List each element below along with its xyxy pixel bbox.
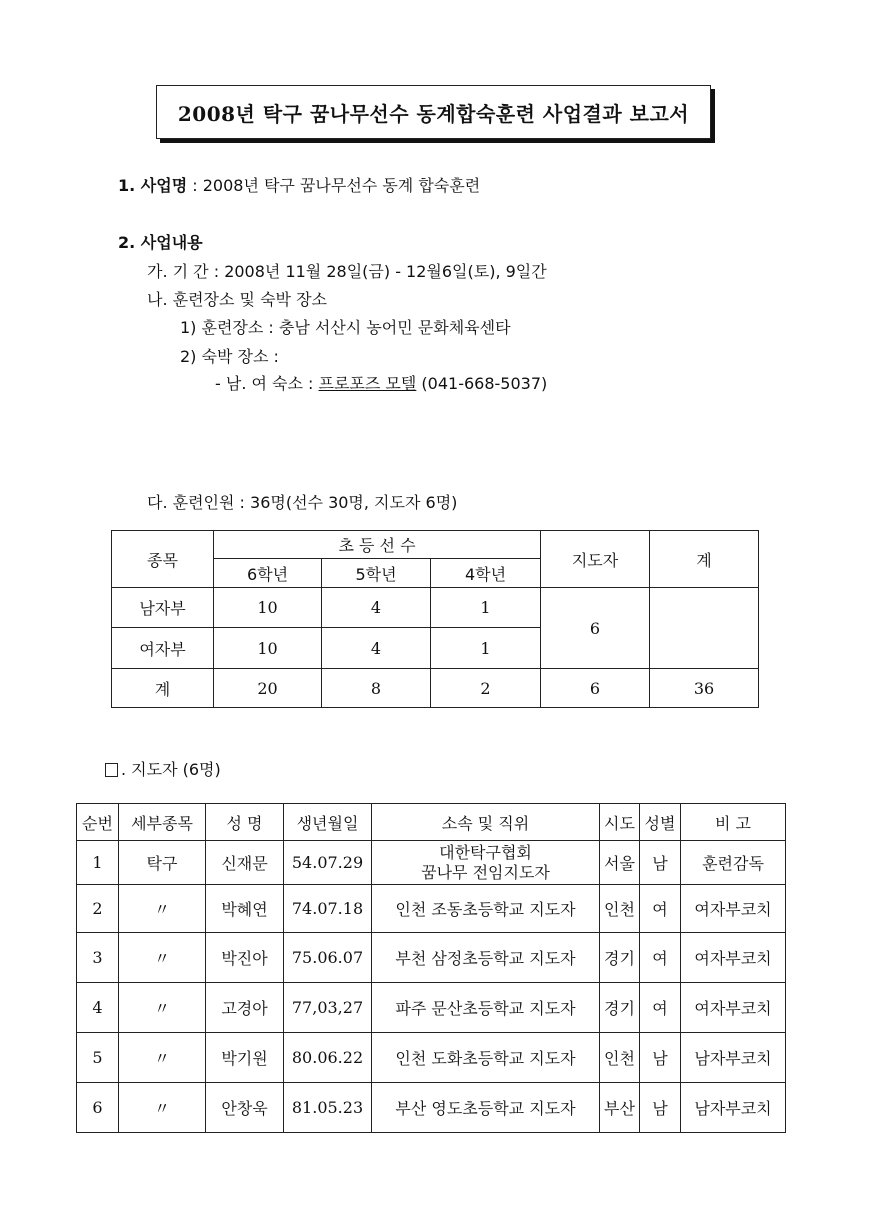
table-row	[77, 983, 786, 1033]
cell-no: 4	[77, 983, 119, 1033]
lodging-name: 프로포즈 모텔	[318, 374, 417, 393]
cell-sex: 여	[640, 885, 681, 933]
cell-affiliation: 부천 삼정초등학교 지도자	[372, 933, 600, 983]
cell-note: 남자부코치	[681, 1083, 786, 1133]
row-label: 계	[112, 669, 214, 708]
header-grade5: 5학년	[322, 559, 431, 588]
header-region: 시도	[600, 804, 640, 841]
cell-no: 2	[77, 885, 119, 933]
cell-no: 5	[77, 1033, 119, 1083]
affiliation-line-2: 꿈나무 전임지도자	[421, 862, 550, 882]
cell-sex: 여	[640, 983, 681, 1033]
affiliation-line-1: 대한탁구협회	[439, 842, 532, 862]
section-1-label: 1. 사업명	[118, 176, 188, 195]
lodging-prefix: - 남. 여 숙소 :	[215, 374, 319, 393]
lodging-phone: (041-668-5037)	[416, 374, 548, 393]
cell-dob: 77,03,27	[284, 983, 372, 1033]
lodging-detail	[215, 374, 547, 394]
cell-coach: 6	[541, 669, 650, 708]
cell-affiliation: 부산 영도초등학교 지도자	[372, 1083, 600, 1133]
cell-name: 박진아	[206, 933, 284, 983]
cell-coach: 6	[541, 588, 650, 669]
cell-event: 〃	[119, 983, 206, 1033]
cell-event: 〃	[119, 1083, 206, 1133]
cell-dob: 54.07.29	[284, 841, 372, 885]
table-row-total	[112, 669, 759, 708]
cell-sex: 여	[640, 933, 681, 983]
cell-grade6: 10	[214, 628, 322, 669]
cell-event: 〃	[119, 1033, 206, 1083]
cell-grade6: 10	[214, 588, 322, 628]
cell-grade5: 4	[322, 628, 431, 669]
cell-no: 1	[77, 841, 119, 885]
header-affiliation: 소속 및 직위	[372, 804, 600, 841]
header-grade6: 6학년	[214, 559, 322, 588]
cell-dob: 75.06.07	[284, 933, 372, 983]
training-period: 가. 기 간 : 2008년 11월 28일(금) - 12월6일(토), 9일간	[147, 262, 547, 281]
cell-name: 고경아	[206, 983, 284, 1033]
cell-region: 부산	[600, 1083, 640, 1133]
cell-event: 〃	[119, 885, 206, 933]
header-coach: 지도자	[541, 531, 650, 588]
cell-region: 인천	[600, 1033, 640, 1083]
cell-note: 훈련감독	[681, 841, 786, 885]
header-event: 종목	[112, 531, 214, 588]
cell-grade6: 20	[214, 669, 322, 708]
cell-region: 서울	[600, 841, 640, 885]
cell-sex: 남	[640, 1033, 681, 1083]
cell-total: 36	[650, 669, 759, 708]
cell-name: 안창욱	[206, 1083, 284, 1133]
cell-dob: 74.07.18	[284, 885, 372, 933]
cell-name: 박기원	[206, 1033, 284, 1083]
header-sex: 성별	[640, 804, 681, 841]
header-no: 순번	[77, 804, 119, 841]
section-2-label: 2. 사업내용	[118, 233, 203, 252]
cell-affiliation: 파주 문산초등학교 지도자	[372, 983, 600, 1033]
venue-heading: 나. 훈련장소 및 숙박 장소	[147, 290, 327, 309]
table-row	[77, 841, 786, 885]
cell-grade4: 1	[431, 628, 541, 669]
cell-note: 여자부코치	[681, 983, 786, 1033]
personnel-table	[111, 530, 759, 708]
table-row	[112, 588, 759, 628]
cell-no: 3	[77, 933, 119, 983]
cell-sex: 남	[640, 841, 681, 885]
cell-region: 경기	[600, 933, 640, 983]
header-name: 성 명	[206, 804, 284, 841]
cell-no: 6	[77, 1083, 119, 1133]
coaches-table	[76, 803, 786, 1133]
cell-note: 여자부코치	[681, 933, 786, 983]
cell-name: 신재문	[206, 841, 284, 885]
cell-event: 〃	[119, 933, 206, 983]
cell-note: 여자부코치	[681, 885, 786, 933]
header-dob: 생년월일	[284, 804, 372, 841]
coaches-heading-text: . 지도자 (6명)	[121, 760, 221, 779]
header-event: 세부종목	[119, 804, 206, 841]
table-row	[77, 933, 786, 983]
cell-sex: 남	[640, 1083, 681, 1133]
section-1-text: : 2008년 탁구 꿈나무선수 동계 합숙훈련	[187, 176, 481, 195]
table-row	[77, 1083, 786, 1133]
cell-name: 박혜연	[206, 885, 284, 933]
lodging-venue: 2) 숙박 장소 :	[180, 347, 279, 366]
cell-grade4: 2	[431, 669, 541, 708]
coaches-header-row	[77, 804, 786, 841]
table-row	[77, 1033, 786, 1083]
training-personnel: 다. 훈련인원 : 36명(선수 30명, 지도자 6명)	[147, 493, 458, 512]
header-elementary: 초 등 선 수	[214, 531, 541, 559]
cell-grade5: 4	[322, 588, 431, 628]
cell-event: 탁구	[119, 841, 206, 885]
header-total: 계	[650, 531, 759, 588]
cell-dob: 81.05.23	[284, 1083, 372, 1133]
cell-grade4: 1	[431, 588, 541, 628]
coaches-heading	[105, 760, 221, 780]
section-business-name	[118, 176, 480, 196]
cell-affiliation: 인천 도화초등학교 지도자	[372, 1033, 600, 1083]
row-label: 여자부	[112, 628, 214, 669]
cell-grade5: 8	[322, 669, 431, 708]
report-title: 2008년 탁구 꿈나무선수 동계합숙훈련 사업결과 보고서	[156, 85, 711, 139]
cell-region: 경기	[600, 983, 640, 1033]
cell-region: 인천	[600, 885, 640, 933]
checkbox-icon	[105, 763, 118, 777]
header-grade4: 4학년	[431, 559, 541, 588]
training-venue: 1) 훈련장소 : 충남 서산시 농어민 문화체육센타	[180, 318, 511, 337]
cell-dob: 80.06.22	[284, 1033, 372, 1083]
cell-affiliation	[372, 841, 600, 885]
row-label: 남자부	[112, 588, 214, 628]
cell-affiliation: 인천 조동초등학교 지도자	[372, 885, 600, 933]
table-row	[77, 885, 786, 933]
cell-note: 남자부코치	[681, 1033, 786, 1083]
cell-total-empty	[650, 588, 759, 669]
header-note: 비 고	[681, 804, 786, 841]
